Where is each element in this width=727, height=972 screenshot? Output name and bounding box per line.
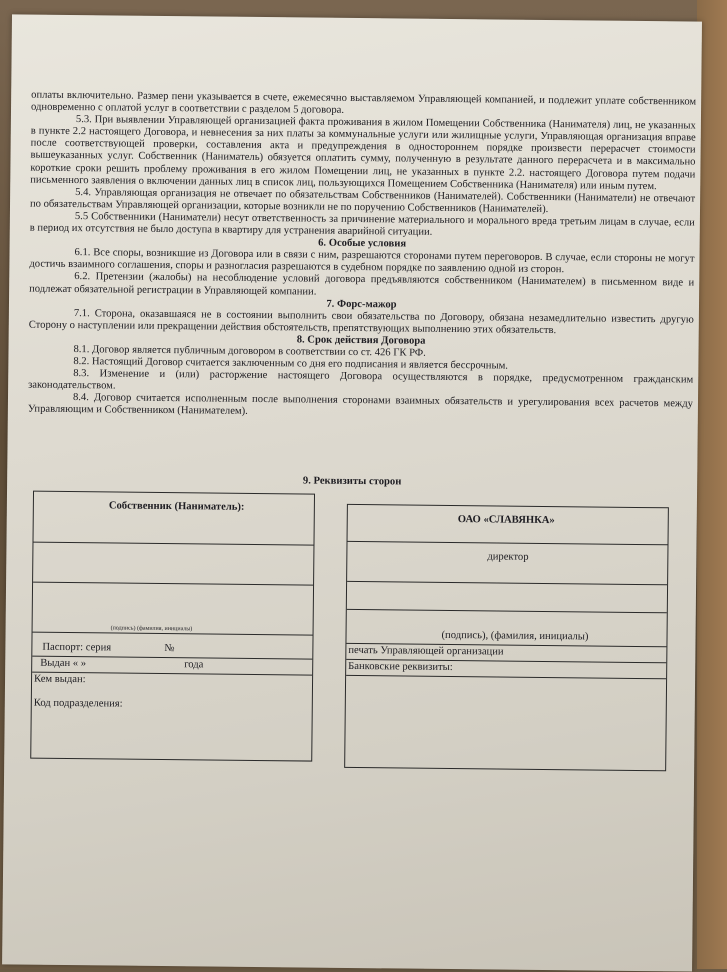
paragraph-7-1: 7.1. Сторона, оказавшаяся не в состоянии выполнить свои обязательства по Договору, обязана незамедлительно известить другую Сторону о наступлении или прекращении действия обстоятельств, препятствующих выполнению этих обязательств. [28,307,694,336]
heading-section-7: 7. Форс-мажор [326,298,397,311]
bank-details-label: Банковские реквизиты: [348,660,453,674]
owner-row-line [33,542,313,546]
heading-section-6: 6. Особые условия [318,237,407,250]
contract-text [28,90,696,423]
company-row-line [348,541,668,545]
company-row-line [347,609,667,613]
passport-number-label: № [164,643,175,655]
paragraph-5-5: 5.5 Собственники (Наниматели) несут ответственность за причинение материального и морального вреда третьим лицам в случае, если в период их отсутствия не было доступа в квартиру для устранения аварийной ситуации. [29,210,695,238]
owner-signature-caption: (подпись) (фамилия, инициалы) [110,625,193,633]
paragraph-8-3: 8.3. Изменение и (или) расторжение настоящего Договора осуществляются в порядке, предусмотренном гражданским законодательством. [28,368,694,392]
owner-row-line [33,582,313,586]
paragraph-pen-continuation: оплаты включительно. Размер пени указывается в счете, ежемесячно выставляемом Управляющей компанией, и подлежит уплате собственником одновременно с оплатой услуг в соответствии с разделом 5 договора. [30,89,697,116]
paragraph-8-4: 8.4. Договор считается исполненным после выполнения сторонами взаимных обязательств и урегулирования всех расчетов между Управляющим и Собственником (Нанимателем). [27,392,694,418]
paragraph-5-3: 5.3. При выявлении Управляющей организацией факта проживания в жилом Помещении Собственника (Нанимателя) лиц, не указанных в пункте 2.2 настоящего Договора, и невнесения за них платы за коммунальные услуги или жилищные услуги, Управляющая организация вправе после соответствующей проверки, составления акта и предупреждения в одностороннем порядке произвести перерасчет стоимости вышеуказанных услуг. Собственник (Наниматель) обязуется оплатить сумму, полученную в результате данного перерасчета и в максимально короткие сроки решить проблему проживания в его жилом Помещении лиц, не указанных в пункте 2.2. настоящего Договора путем подачи письменного заявления о включении данных лиц в список лиц, пользующихся Помещением Собственника (Нанимателя) или иным путем. [30,114,696,192]
wooden-edge [697,0,727,969]
owner-signature-line [33,632,313,636]
issued-by-label: Кем выдан: [34,673,86,686]
company-details-box [344,504,669,771]
company-row-line [347,581,667,585]
owner-title: Собственник (Наниматель): [108,500,245,513]
company-name: ОАО «СЛАВЯНКА» [457,514,555,527]
company-row-line [346,675,666,679]
seal-label: печать Управляющей организации [348,644,504,658]
director-label: директор [487,551,529,563]
paragraph-6-2: 6.2. Претензии (жалобы) на несоблюдение условий договора предъявляются собственником (Нанимателем) в письменном виде и подлежат обязательной регистрации в Управляющей компании. [29,271,695,298]
paragraph-5-4: 5.4. Управляющая организация не отвечает по обязательствам Собственников (Нанимателей). Собственники (Наниматели) не отвечают по обязательствам Управляющей организации, которые возникли не по поручению Собственников (Нанимателей). [29,186,696,215]
company-signature-caption: (подпись), (фамилия, инициалы) [441,629,589,643]
department-code-label: Код подразделения: [33,697,123,710]
document-page [2,14,702,971]
issued-date-label: Выдан « » [40,657,87,670]
paragraph-8-1: 8.1. Договор является публичным договором в соответствии со ст. 426 ГК РФ. [73,344,426,359]
heading-section-9: 9. Реквизиты сторон [302,475,402,488]
paragraph-6-1: 6.1. Все споры, возникшие из Договора или в связи с ним, разрешаются сторонами путем переговоров. В случае, если стороны не могут достичь взаимного соглашения, споры и разногласия разрешаются в судебном порядке по заявлению одной из сторон. [29,247,695,276]
heading-section-8: 8. Срок действия Договора [296,334,426,347]
paragraph-8-2: 8.2. Настоящий Договор считается заключенным со дня его подписания и является бессрочным. [73,356,509,372]
issued-year-label: года [184,659,204,671]
passport-series-label: Паспорт: серия [42,641,112,654]
owner-details-box [30,491,315,762]
